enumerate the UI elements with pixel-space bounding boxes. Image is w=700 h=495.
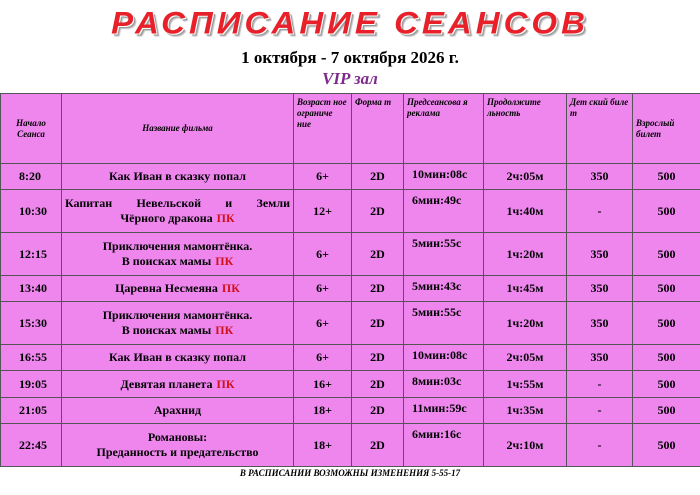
child-ticket-price: - bbox=[567, 424, 633, 467]
age-rating: 6+ bbox=[294, 302, 352, 345]
age-rating: 6+ bbox=[294, 276, 352, 302]
column-header-start: Начало Сеанса bbox=[1, 94, 62, 164]
film-title-line: Капитан Невельской и Земли bbox=[65, 196, 290, 211]
pk-badge: ПК bbox=[216, 376, 235, 391]
column-header-age: Возраст ное ограниче ние bbox=[294, 94, 352, 164]
pre-show-ad-duration: 6мин:49с bbox=[404, 190, 484, 233]
film-title-line: Романовы: bbox=[147, 430, 208, 445]
adult-ticket-price: 500 bbox=[633, 424, 700, 467]
format: 2D bbox=[352, 276, 404, 302]
footer-note: В РАСПИСАНИИ ВОЗМОЖНЫ ИЗМЕНЕНИЯ 5-55-17 bbox=[239, 468, 461, 478]
film-title-line: В поисках мамы bbox=[121, 323, 212, 338]
pk-badge: ПК bbox=[215, 323, 234, 338]
film-title-line: Приключения мамонтёнка. bbox=[102, 239, 253, 254]
age-rating: 18+ bbox=[294, 424, 352, 467]
film-title-cell bbox=[62, 276, 294, 302]
table-row bbox=[1, 397, 700, 423]
column-header-adult-ticket: Взрослый билет bbox=[633, 94, 700, 164]
session-time: 22:45 bbox=[1, 424, 62, 467]
column-header-child-ticket: Дет ский биле т bbox=[567, 94, 633, 164]
session-time: 12:15 bbox=[1, 233, 62, 276]
film-title-cell bbox=[62, 371, 294, 397]
table-row bbox=[1, 371, 700, 397]
format: 2D bbox=[352, 345, 404, 371]
table-row bbox=[1, 233, 700, 276]
child-ticket-price: 350 bbox=[567, 345, 633, 371]
schedule-table bbox=[0, 93, 700, 467]
film-title-line: Чёрного дракона bbox=[120, 211, 213, 226]
film-duration: 1ч:35м bbox=[484, 397, 567, 423]
pre-show-ad-duration: 10мин:08с bbox=[404, 345, 484, 371]
table-row bbox=[1, 190, 700, 233]
film-duration: 2ч:05м bbox=[484, 164, 567, 190]
child-ticket-price: - bbox=[567, 371, 633, 397]
film-title-cell bbox=[62, 164, 294, 190]
film-title-line: В поисках мамы bbox=[121, 254, 212, 269]
adult-ticket-price: 500 bbox=[633, 276, 700, 302]
table-row bbox=[1, 424, 700, 467]
pk-badge: ПК bbox=[221, 281, 240, 296]
film-title-line: Преданность и предательство bbox=[96, 445, 259, 460]
format: 2D bbox=[352, 302, 404, 345]
adult-ticket-price: 500 bbox=[633, 397, 700, 423]
film-title-line: Как Иван в сказку попал bbox=[109, 350, 246, 365]
film-title-line: Девятая планета bbox=[120, 376, 213, 391]
column-header-ad: Предсеансова я реклама bbox=[404, 94, 484, 164]
pre-show-ad-duration: 6мин:16с bbox=[404, 424, 484, 467]
session-time: 16:55 bbox=[1, 345, 62, 371]
column-header-format: Форма т bbox=[352, 94, 404, 164]
session-time: 21:05 bbox=[1, 397, 62, 423]
format: 2D bbox=[352, 233, 404, 276]
film-title-line: Арахнид bbox=[153, 402, 202, 417]
pk-badge: ПК bbox=[216, 211, 235, 226]
format: 2D bbox=[352, 164, 404, 190]
film-duration: 2ч:10м bbox=[484, 424, 567, 467]
child-ticket-price: - bbox=[567, 190, 633, 233]
table-row bbox=[1, 276, 700, 302]
age-rating: 6+ bbox=[294, 233, 352, 276]
film-duration: 1ч:20м bbox=[484, 233, 567, 276]
table-row bbox=[1, 345, 700, 371]
pre-show-ad-duration: 11мин:59с bbox=[404, 397, 484, 423]
session-time: 15:30 bbox=[1, 302, 62, 345]
session-time: 13:40 bbox=[1, 276, 62, 302]
age-rating: 6+ bbox=[294, 345, 352, 371]
film-title-line: Приключения мамонтёнка. bbox=[102, 308, 253, 323]
pre-show-ad-duration: 5мин:43с bbox=[404, 276, 484, 302]
format: 2D bbox=[352, 424, 404, 467]
film-duration: 1ч:20м bbox=[484, 302, 567, 345]
hall-name: VIP зал bbox=[322, 69, 378, 88]
child-ticket-price: - bbox=[567, 397, 633, 423]
film-duration: 1ч:40м bbox=[484, 190, 567, 233]
column-header-film: Название фильма bbox=[62, 94, 294, 164]
session-time: 19:05 bbox=[1, 371, 62, 397]
film-title-cell bbox=[62, 302, 294, 345]
page-title: РАСПИСАНИЕ СЕАНСОВ bbox=[111, 4, 589, 41]
pre-show-ad-duration: 5мин:55с bbox=[404, 233, 484, 276]
session-time: 10:30 bbox=[1, 190, 62, 233]
adult-ticket-price: 500 bbox=[633, 233, 700, 276]
child-ticket-price: 350 bbox=[567, 276, 633, 302]
child-ticket-price: 350 bbox=[567, 233, 633, 276]
film-title-cell bbox=[62, 345, 294, 371]
age-rating: 12+ bbox=[294, 190, 352, 233]
age-rating: 18+ bbox=[294, 397, 352, 423]
pk-badge: ПК bbox=[215, 254, 234, 269]
adult-ticket-price: 500 bbox=[633, 164, 700, 190]
adult-ticket-price: 500 bbox=[633, 302, 700, 345]
pre-show-ad-duration: 5мин:55с bbox=[404, 302, 484, 345]
adult-ticket-price: 500 bbox=[633, 345, 700, 371]
date-range: 1 октября - 7 октября 2026 г. bbox=[241, 48, 459, 67]
format: 2D bbox=[352, 397, 404, 423]
format: 2D bbox=[352, 190, 404, 233]
child-ticket-price: 350 bbox=[567, 164, 633, 190]
film-title-cell bbox=[62, 233, 294, 276]
film-title-cell bbox=[62, 397, 294, 423]
table-row bbox=[1, 164, 700, 190]
film-title-line: Царевна Несмеяна bbox=[115, 281, 218, 296]
column-header-duration: Продолжите льность bbox=[484, 94, 567, 164]
film-title-line: Как Иван в сказку попал bbox=[109, 169, 246, 184]
film-title-cell bbox=[62, 190, 294, 233]
table-row bbox=[1, 302, 700, 345]
schedule-body bbox=[1, 164, 700, 467]
film-duration: 2ч:05м bbox=[484, 345, 567, 371]
age-rating: 16+ bbox=[294, 371, 352, 397]
pre-show-ad-duration: 10мин:08с bbox=[404, 164, 484, 190]
film-duration: 1ч:45м bbox=[484, 276, 567, 302]
format: 2D bbox=[352, 371, 404, 397]
age-rating: 6+ bbox=[294, 164, 352, 190]
film-title-cell bbox=[62, 424, 294, 467]
adult-ticket-price: 500 bbox=[633, 190, 700, 233]
adult-ticket-price: 500 bbox=[633, 371, 700, 397]
film-duration: 1ч:55м bbox=[484, 371, 567, 397]
session-time: 8:20 bbox=[1, 164, 62, 190]
header-row bbox=[1, 94, 700, 164]
child-ticket-price: 350 bbox=[567, 302, 633, 345]
pre-show-ad-duration: 8мин:03с bbox=[404, 371, 484, 397]
